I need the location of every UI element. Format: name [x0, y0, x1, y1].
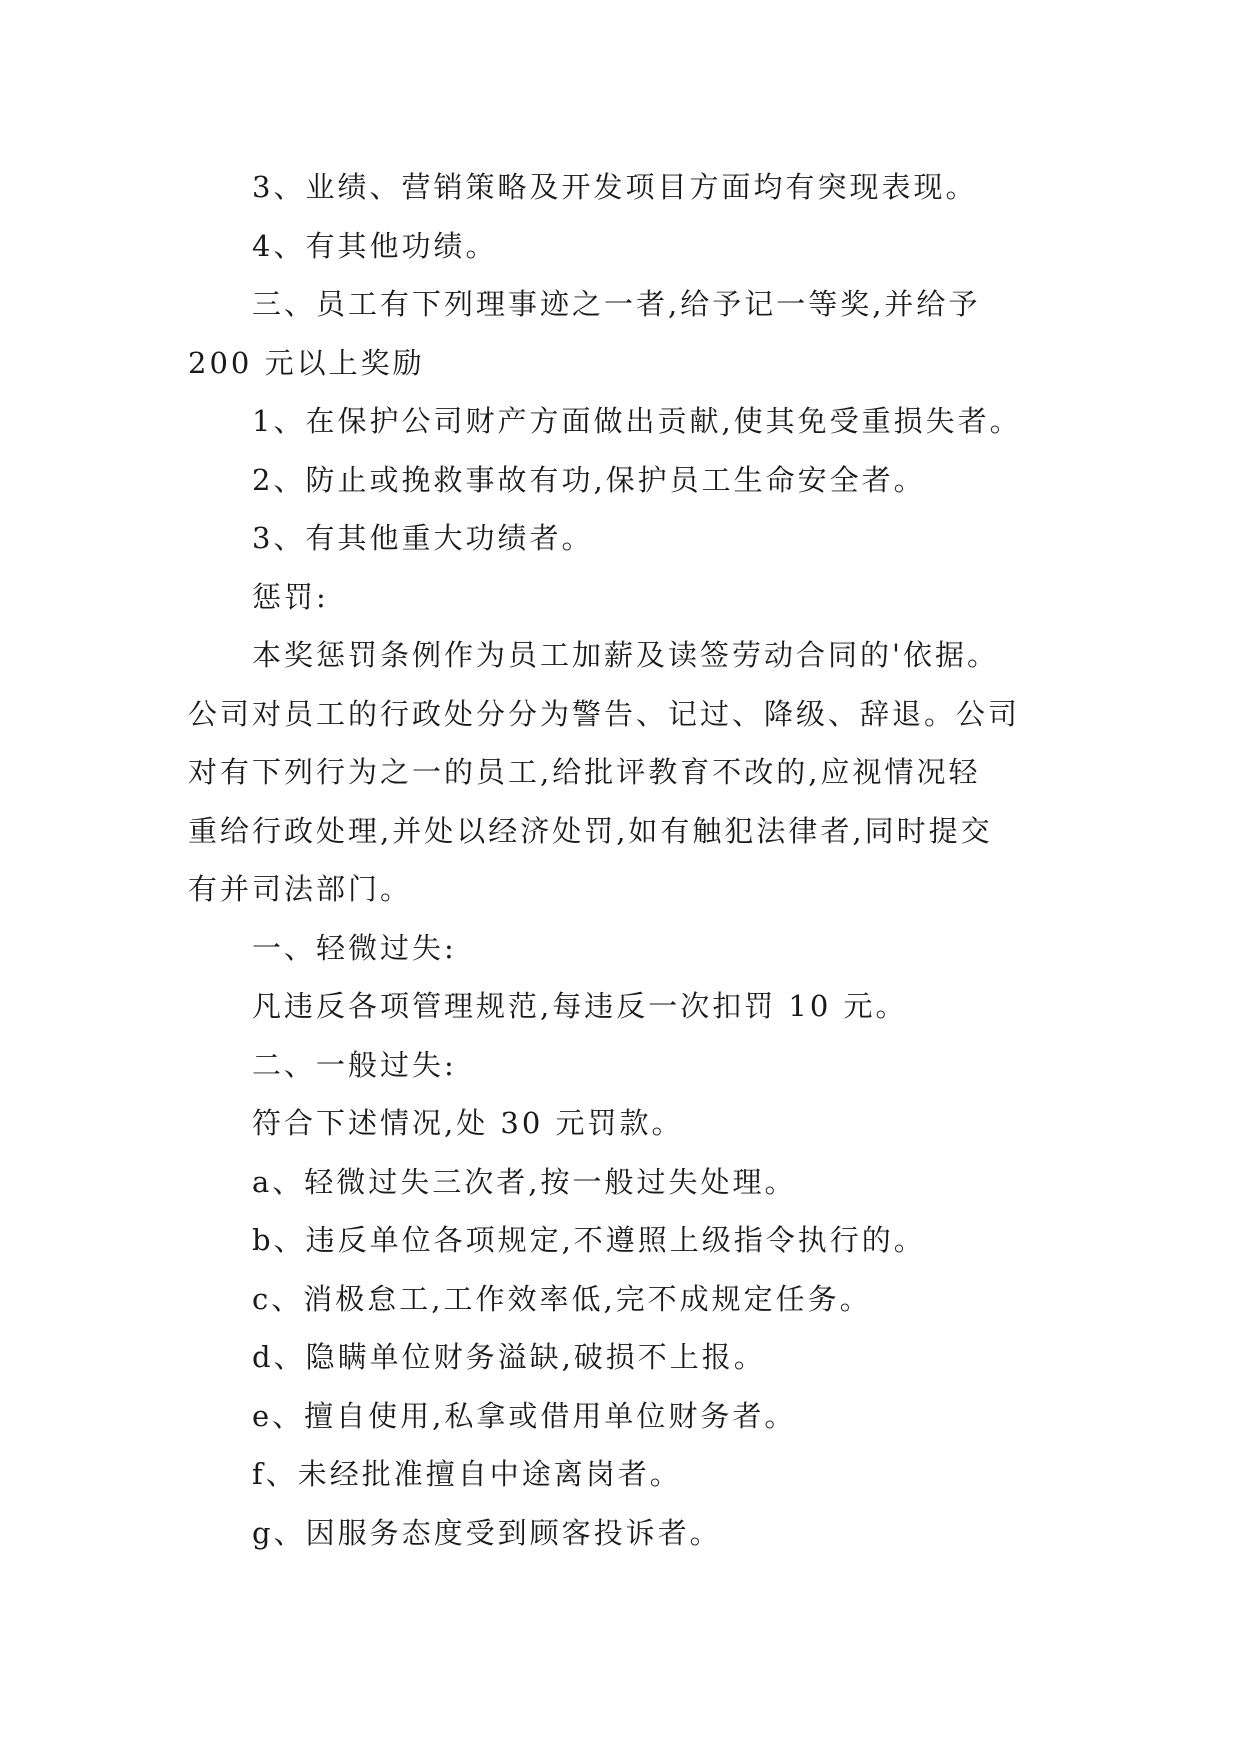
text-line: 凡违反各项管理规范,每违反一次扣罚 10 元。	[252, 989, 908, 1023]
paragraph-line: 本奖惩罚条例作为员工加薪及读签劳动合同的'依据。	[252, 638, 999, 672]
list-item: c、消极怠工,工作效率低,完不成规定任务。	[252, 1281, 872, 1316]
section-heading: 一、轻微过失:	[252, 930, 457, 965]
list-item: a、轻微过失三次者,按一般过失处理。	[252, 1164, 797, 1199]
list-item: f、未经批准擅自中途离岗者。	[252, 1457, 682, 1491]
text-line: 200 元以上奖励	[188, 345, 425, 380]
text-line: 2、防止或挽救事故有功,保护员工生命安全者。	[252, 462, 926, 497]
list-item: b、违反单位各项规定,不遵照上级指令执行的。	[252, 1223, 926, 1257]
text-line: 1、在保护公司财产方面做出贡献,使其免受重损失者。	[252, 404, 1022, 438]
document-body	[188, 158, 1068, 1562]
list-item: d、隐瞒单位财务溢缺,破损不上报。	[252, 1340, 766, 1374]
section-heading: 惩罚:	[252, 579, 329, 614]
paragraph-line: 重给行政处理,并处以经济处罚,如有触犯法律者,同时提交	[188, 813, 993, 848]
text-line: 3、业绩、营销策略及开发项目方面均有突现表现。	[252, 170, 978, 204]
section-heading: 二、一般过失:	[252, 1047, 457, 1082]
paragraph-line: 有并司法部门。	[188, 872, 413, 906]
section-heading: 三、员工有下列理事迹之一者,给予记一等奖,并给予	[252, 287, 981, 321]
text-line: 符合下述情况,处 30 元罚款。	[252, 1106, 684, 1140]
text-line: 3、有其他重大功绩者。	[252, 521, 594, 555]
paragraph-line: 对有下列行为之一的员工,给批评教育不改的,应视情况轻	[188, 755, 981, 789]
list-item: e、擅自使用,私拿或借用单位财务者。	[252, 1398, 797, 1433]
text-line: 4、有其他功绩。	[252, 228, 498, 263]
list-item: g、因服务态度受到顾客投诉者。	[252, 1515, 722, 1550]
paragraph-line: 公司对员工的行政处分分为警告、记过、降级、辞退。公司	[188, 696, 1021, 731]
